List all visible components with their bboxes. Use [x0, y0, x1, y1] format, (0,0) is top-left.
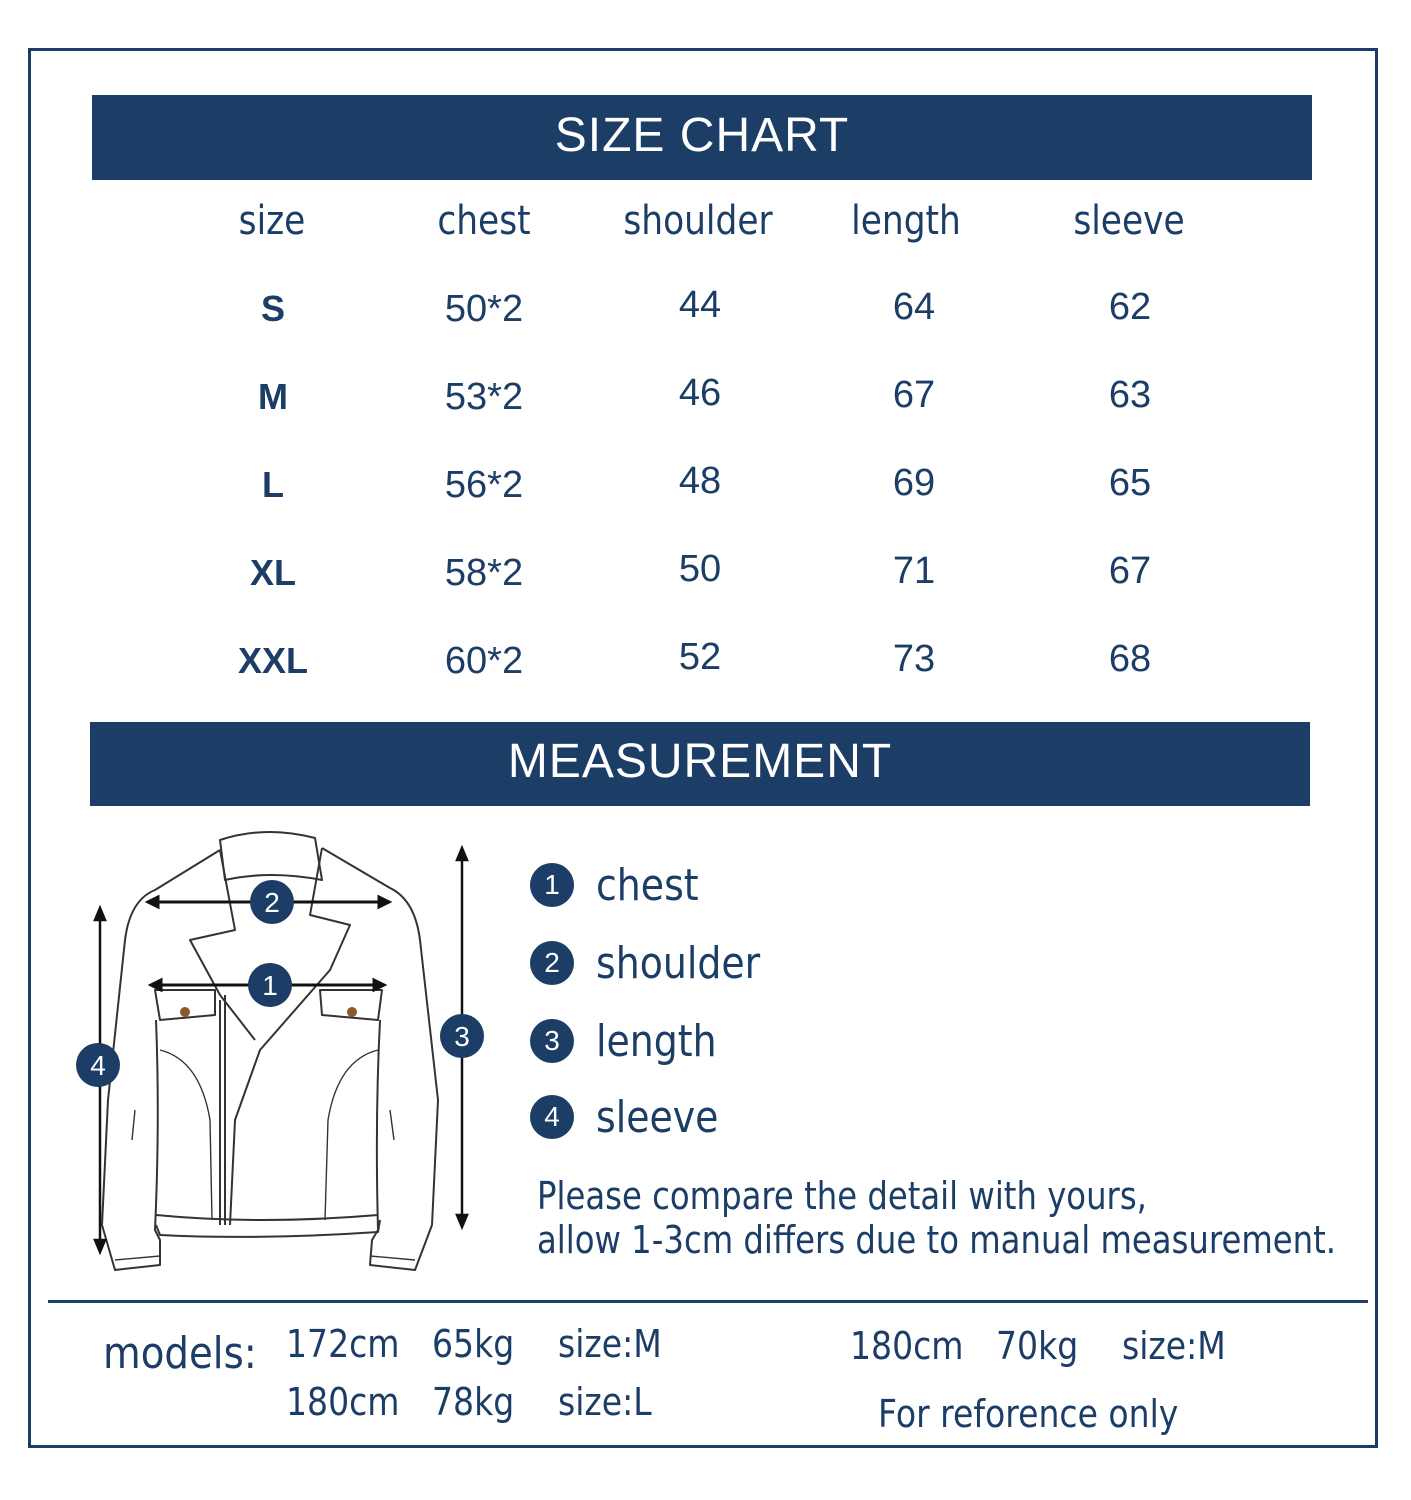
cell-chest: 60*2	[444, 640, 524, 682]
measurement-note-line1: Please compare the detail with yours,	[537, 1174, 1147, 1218]
col-header-chest: chest	[437, 198, 531, 244]
cell-shoulder: 52	[678, 636, 722, 678]
diagram-label-chest: 1	[262, 970, 278, 1001]
cell-shoulder: 48	[678, 460, 722, 502]
badge-4: 4	[530, 1095, 574, 1139]
legend-label: chest	[596, 859, 699, 911]
badge-1: 1	[530, 863, 574, 907]
model3-height: 180cm	[850, 1324, 964, 1368]
cell-shoulder: 46	[678, 372, 722, 414]
diagram-label-shoulder: 2	[264, 887, 280, 918]
cell-length: 67	[892, 374, 936, 416]
cell-length: 64	[892, 286, 936, 328]
col-header-size: size	[238, 198, 306, 244]
model1-weight: 65kg	[432, 1322, 515, 1366]
cell-sleeve: 65	[1108, 462, 1152, 504]
cell-sleeve: 67	[1108, 550, 1152, 592]
legend-label: shoulder	[596, 937, 761, 989]
cell-length: 73	[892, 638, 936, 680]
col-header-shoulder: shoulder	[623, 198, 773, 244]
cell-shoulder: 50	[678, 548, 722, 590]
model1-height: 172cm	[286, 1322, 400, 1366]
cell-chest: 56*2	[444, 464, 524, 506]
reference-note: For reforence only	[878, 1392, 1179, 1436]
col-header-sleeve: sleeve	[1073, 198, 1185, 244]
model3-weight: 70kg	[996, 1324, 1079, 1368]
measurement-title: MEASUREMENT	[90, 722, 1310, 806]
divider	[48, 1300, 1368, 1303]
model1-size: size:M	[558, 1322, 662, 1366]
jacket-diagram-icon	[60, 820, 500, 1290]
diagram-label-length: 3	[454, 1021, 470, 1052]
cell-chest: 53*2	[444, 376, 524, 418]
cell-length: 69	[892, 462, 936, 504]
cell-sleeve: 68	[1108, 638, 1152, 680]
cell-size: XXL	[237, 640, 308, 681]
cell-sleeve: 62	[1108, 286, 1152, 328]
size-chart-title: SIZE CHART	[92, 95, 1312, 180]
legend-label: length	[596, 1015, 717, 1067]
badge-2: 2	[530, 941, 574, 985]
col-header-length: length	[851, 198, 961, 244]
legend-item-chest	[530, 860, 715, 910]
cell-shoulder: 44	[678, 284, 722, 326]
cell-size: XL	[249, 552, 296, 593]
legend-item-shoulder	[530, 938, 787, 988]
badge-3: 3	[530, 1019, 574, 1063]
cell-length: 71	[892, 550, 936, 592]
cell-size: L	[262, 464, 284, 505]
cell-size: M	[258, 376, 288, 417]
model3-size: size:M	[1122, 1324, 1226, 1368]
measurement-note-line2: allow 1-3cm differs due to manual measurement.	[537, 1218, 1337, 1262]
legend-label: sleeve	[596, 1091, 719, 1143]
cell-chest: 50*2	[444, 288, 524, 330]
model2-size: size:L	[558, 1380, 652, 1424]
cell-size: S	[260, 288, 285, 329]
diagram-label-sleeve: 4	[90, 1050, 106, 1081]
cell-sleeve: 63	[1108, 374, 1152, 416]
models-label: models:	[103, 1328, 257, 1379]
model2-height: 180cm	[286, 1380, 400, 1424]
cell-chest: 58*2	[444, 552, 524, 594]
model2-weight: 78kg	[432, 1380, 515, 1424]
legend-item-sleeve	[530, 1092, 738, 1142]
legend-item-length	[530, 1016, 736, 1066]
